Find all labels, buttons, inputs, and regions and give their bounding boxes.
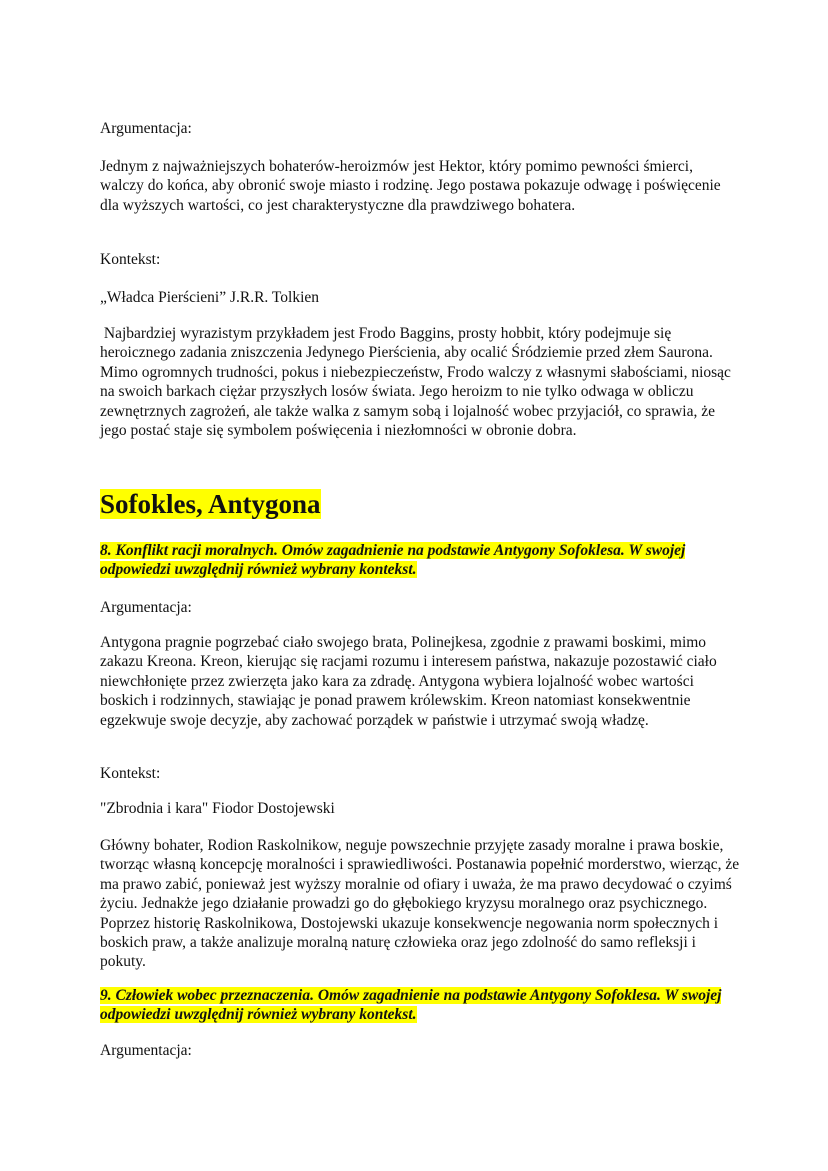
question-9 — [100, 986, 740, 1025]
context-paragraph: Główny bohater, Rodion Raskolnikow, neguje powszechnie przyjęte zasady moralne i prawa boskie, tworząc własną koncepcję moralności i sprawiedliwości. Postanawia popełnić morderstwo, wierząc, że ma prawo zabić, ponieważ jest wyższy moralnie od ofiary i uważa, że ma prawo decydować o czyimś życiu. Jednakże jego działanie prowadzi go do głębokiego kryzysu moralnego oraz psychicznego. Poprzez historię Raskolnikowa, Dostojewski ukazuje konsekwencje negowania norm społecznych i boskich praw, a także analizuje moralną naturę człowieka oraz jego zdolność do samo refleksji i pokuty. — [100, 837, 740, 971]
argumentation-label: Argumentacja: — [100, 120, 192, 137]
context-label: Kontekst: — [100, 251, 161, 268]
context-paragraph: Najbardziej wyrazistym przykładem jest Frodo Baggins, prosty hobbit, który podejmuje się heroicznego zadania zniszczenia Jedynego Pierścienia, aby ocalić Śródziemie przed złem Saurona. Mimo ogromnych trudności, pokus i niebezpieczeństw, Frodo walczy z własnymi słabościami, niosąc na swoich barkach ciężar przyszłych losów świata. Jego heroizm to nie tylko odwaga w obliczu zewnętrznych zagrożeń, ale także walka z samym sobą i lojalność wobec przyjaciół, co sprawia, że jego postać staje się symbolem poświęcenia i niezłomności w obronie dobra. — [100, 325, 735, 440]
question-8 — [100, 541, 740, 580]
context-label: Kontekst: — [100, 765, 161, 782]
question-9-text: 9. Człowiek wobec przeznaczenia. Omów zagadnienie na podstawie Antygony Sofoklesa. W swojej odpowiedzi uwzględnij również wybrany kontekst. — [100, 987, 722, 1024]
argumentation-label: Argumentacja: — [100, 1042, 192, 1059]
context-title: „Władca Pierścieni” J.R.R. Tolkien — [100, 289, 320, 306]
argumentation-label: Argumentacja: — [100, 599, 192, 616]
question-8-text: 8. Konflikt racji moralnych. Omów zagadnienie na podstawie Antygony Sofoklesa. W swojej odpowiedzi uwzględnij również wybrany kontekst. — [100, 542, 686, 579]
argumentation-paragraph: Jednym z najważniejszych bohaterów-heroizmów jest Hektor, który pomimo pewności śmierci, walczy do końca, aby obronić swoje miasto i rodzinę. Jego postawa pokazuje odwagę i poświęcenie dla wyższych wartości, co jest charakterystyczne dla prawdziwego bohatera. — [100, 158, 721, 214]
argumentation-paragraph: Antygona pragnie pogrzebać ciało swojego brata, Polinejkesa, zgodnie z prawami boskimi, mimo zakazu Kreona. Kreon, kierując się racjami rozumu i interesem państwa, nakazuje pozostawić ciało niewchłonięte przez zwierzęta jako kara za zdradę. Antygona wybiera lojalność wobec wartości boskich i rodzinnych, stawiając je ponad prawem królewskim. Kreon natomiast konsekwentnie egzekwuje swoje decyzje, aby zachować porządek w państwie i utrzymać swoją władzę. — [100, 634, 717, 729]
section-heading — [100, 489, 321, 519]
section-heading-text: Sofokles, Antygona — [100, 489, 321, 519]
context-title: "Zbrodnia i kara" Fiodor Dostojewski — [100, 800, 335, 817]
